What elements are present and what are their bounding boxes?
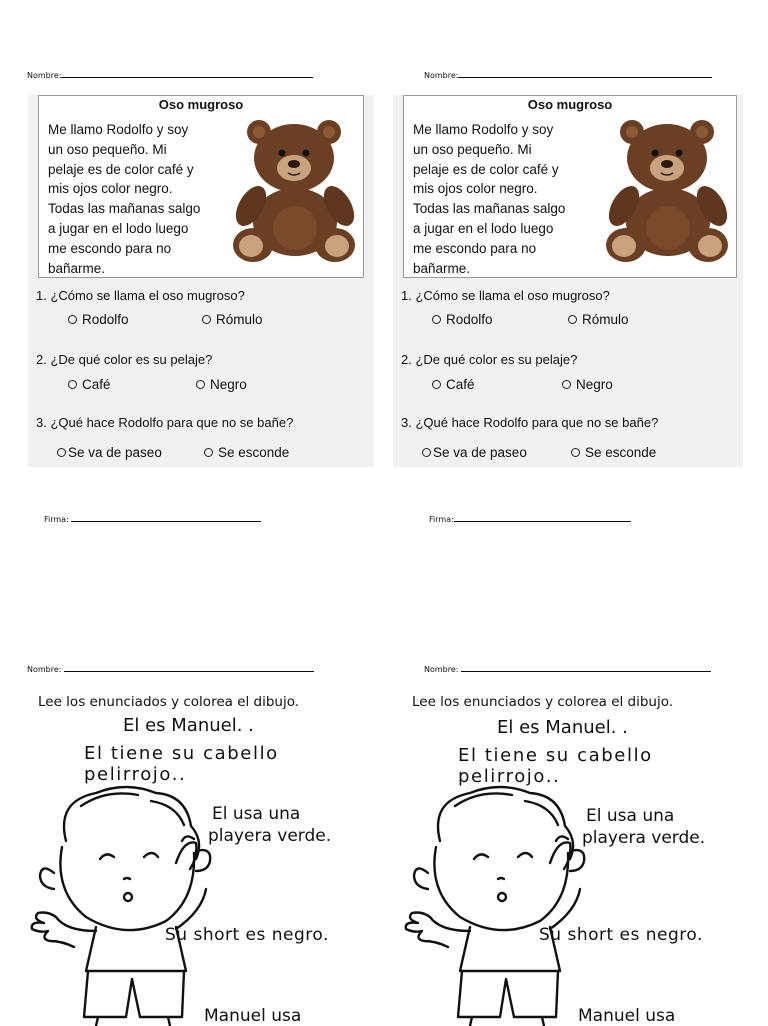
question-1: 1. ¿Cómo se llama el oso mugroso? — [401, 288, 610, 303]
name-label: Nombre: — [424, 665, 459, 674]
radio-circle-icon[interactable] — [432, 315, 441, 324]
radio-circle-icon[interactable] — [68, 315, 77, 324]
name-field-top-right[interactable] — [424, 69, 712, 80]
manuel-coloring-sheet-left — [26, 686, 386, 1024]
story-title: Oso mugroso — [158, 97, 244, 112]
story-text: Me llamo Rodolfo y soy un oso pequeño. Mi pelaje es de color café y mis ojos color negro. Todas las mañanas salgo a jugar en el lodo luego me escondo para no bañarme. — [48, 122, 201, 276]
name-field-bottom-right[interactable] — [424, 663, 711, 674]
question-3: 3. ¿Qué hace Rodolfo para que no se bañe? — [36, 415, 294, 430]
sentence-1: El es Manuel. . — [123, 715, 254, 736]
story-title: Oso mugroso — [527, 97, 613, 112]
name-line — [461, 663, 711, 672]
question-2: 2. ¿De qué color es su pelaje? — [36, 352, 213, 367]
name-field-bottom-left[interactable] — [27, 663, 314, 674]
name-label: Nombre: — [27, 71, 62, 80]
name-label: Nombre: — [424, 71, 459, 80]
sentence-7: Manuel usa — [578, 1006, 676, 1026]
sentence-6: Su short es negro. — [165, 925, 329, 945]
option-se-va-de-paseo[interactable]: Se va de paseo — [57, 445, 162, 460]
radio-circle-icon[interactable] — [68, 380, 77, 389]
name-line — [64, 663, 314, 672]
option-rodolfo[interactable]: Rodolfo — [68, 312, 129, 327]
signature-line — [454, 513, 631, 522]
sentence-2: El tiene su cabello — [84, 743, 279, 764]
signature-label: Firma: — [44, 515, 69, 524]
story-text: Me llamo Rodolfo y soy un oso pequeño. Mi pelaje es de color café y mis ojos color negro. Todas las mañanas salgo a jugar en el lodo luego me escondo para no bañarme. — [413, 122, 566, 276]
instruction: Lee los enunciados y colorea el dibujo. — [412, 694, 674, 710]
option-negro[interactable]: Negro — [562, 377, 613, 392]
sentence-1: El es Manuel. . — [497, 717, 628, 738]
name-line — [61, 69, 313, 78]
question-3: 3. ¿Qué hace Rodolfo para que no se bañe? — [401, 415, 659, 430]
signature-field-left[interactable] — [44, 513, 261, 524]
teddy-bear-icon — [600, 120, 730, 268]
radio-circle-icon[interactable] — [57, 448, 66, 457]
sentence-6: Su short es negro. — [539, 925, 703, 945]
option-cafe[interactable]: Café — [432, 377, 475, 392]
radio-circle-icon[interactable] — [571, 448, 580, 457]
sentence-3: pelirrojo.. — [458, 766, 561, 787]
radio-circle-icon[interactable] — [562, 380, 571, 389]
sentence-2: El tiene su cabello — [458, 745, 653, 766]
signature-line — [71, 513, 261, 522]
sentence-4: El usa una — [212, 804, 301, 824]
option-se-va-de-paseo[interactable]: Se va de paseo — [422, 445, 527, 460]
radio-circle-icon[interactable] — [422, 448, 431, 457]
radio-circle-icon[interactable] — [204, 448, 213, 457]
signature-label: Firma: — [429, 515, 454, 524]
option-se-esconde[interactable]: Se esconde — [571, 445, 656, 460]
cartoon-boy-icon — [26, 781, 241, 1026]
question-2: 2. ¿De qué color es su pelaje? — [401, 352, 578, 367]
name-field-top-left[interactable] — [27, 69, 313, 80]
radio-circle-icon[interactable] — [202, 315, 211, 324]
cartoon-boy-icon — [400, 781, 615, 1026]
radio-circle-icon[interactable] — [432, 380, 441, 389]
option-negro[interactable]: Negro — [196, 377, 247, 392]
bear-reading-card-right — [393, 95, 743, 467]
sentence-7: Manuel usa — [204, 1006, 302, 1026]
option-cafe[interactable]: Café — [68, 377, 111, 392]
name-label: Nombre: — [27, 665, 62, 674]
sentence-5: playera verde. — [208, 826, 332, 846]
option-rodolfo[interactable]: Rodolfo — [432, 312, 493, 327]
sentence-4: El usa una — [586, 806, 675, 826]
option-se-esconde[interactable]: Se esconde — [204, 445, 289, 460]
name-line — [458, 69, 712, 78]
option-romulo[interactable]: Rómulo — [202, 312, 263, 327]
question-1: 1. ¿Cómo se llama el oso mugroso? — [36, 288, 245, 303]
story-box — [38, 95, 364, 278]
sentence-3: pelirrojo.. — [84, 764, 187, 785]
signature-field-right[interactable] — [429, 513, 631, 524]
bear-reading-card-left — [28, 95, 374, 467]
radio-circle-icon[interactable] — [568, 315, 577, 324]
option-romulo[interactable]: Rómulo — [568, 312, 629, 327]
story-box — [403, 95, 737, 278]
sentence-5: playera verde. — [582, 828, 706, 848]
manuel-coloring-sheet-right — [400, 686, 760, 1024]
teddy-bear-icon — [227, 120, 357, 268]
instruction: Lee los enunciados y colorea el dibujo. — [38, 694, 300, 710]
radio-circle-icon[interactable] — [196, 380, 205, 389]
